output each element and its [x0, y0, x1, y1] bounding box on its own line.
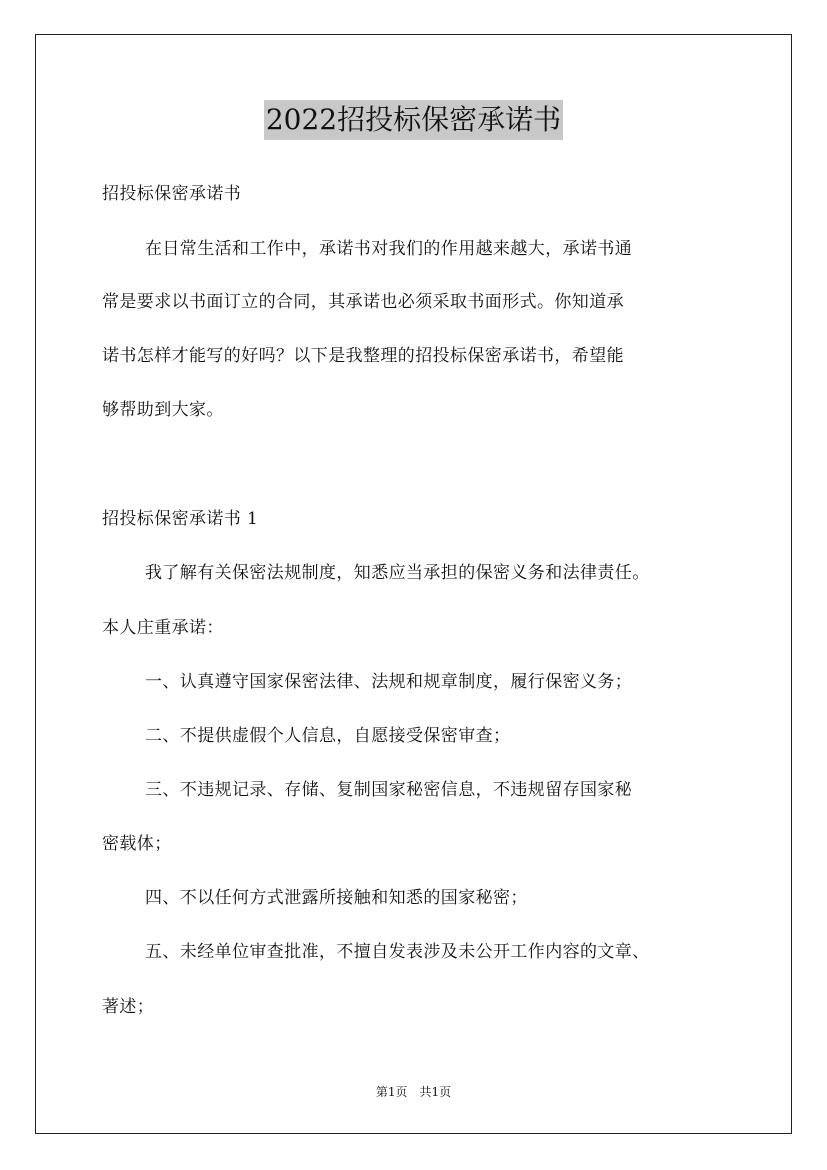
section-heading: 招投标保密承诺书 1: [102, 509, 259, 529]
paragraph-line: 本人庄重承诺：: [102, 618, 224, 638]
list-item: 一、认真遵守国家保密法律、法规和规章制度，履行保密义务；: [145, 672, 633, 692]
document-title: 2022招投标保密承诺书: [264, 100, 563, 140]
list-item: 二、不提供虚假个人信息，自愿接受保密审查；: [145, 726, 511, 746]
list-item: 五、未经单位审查批准，不擅自发表涉及未公开工作内容的文章、: [145, 942, 650, 962]
paragraph-line: 常是要求以书面订立的合同，其承诺也必须采取书面形式。你知道承: [102, 292, 624, 312]
paragraph-line: 够帮助到大家。: [102, 400, 224, 420]
paragraph-line: 诺书怎样才能写的好吗？以下是我整理的招投标保密承诺书，希望能: [102, 346, 624, 366]
list-item: 三、不违规记录、存储、复制国家秘密信息，不违规留存国家秘: [145, 780, 633, 800]
list-item: 四、不以任何方式泄露所接触和知悉的国家秘密；: [145, 888, 528, 908]
list-item-continuation: 密载体；: [102, 834, 172, 854]
page-number: 第1页 共1页: [375, 1085, 452, 1099]
paragraph-line: 在日常生活和工作中，承诺书对我们的作用越来越大，承诺书通: [145, 239, 633, 259]
list-item-continuation: 著述；: [102, 997, 155, 1017]
title-container: [0, 100, 827, 140]
paragraph-line: 我了解有关保密法规制度，知悉应当承担的保密义务和法律责任。: [145, 563, 650, 583]
section-heading: 招投标保密承诺书: [102, 184, 242, 204]
